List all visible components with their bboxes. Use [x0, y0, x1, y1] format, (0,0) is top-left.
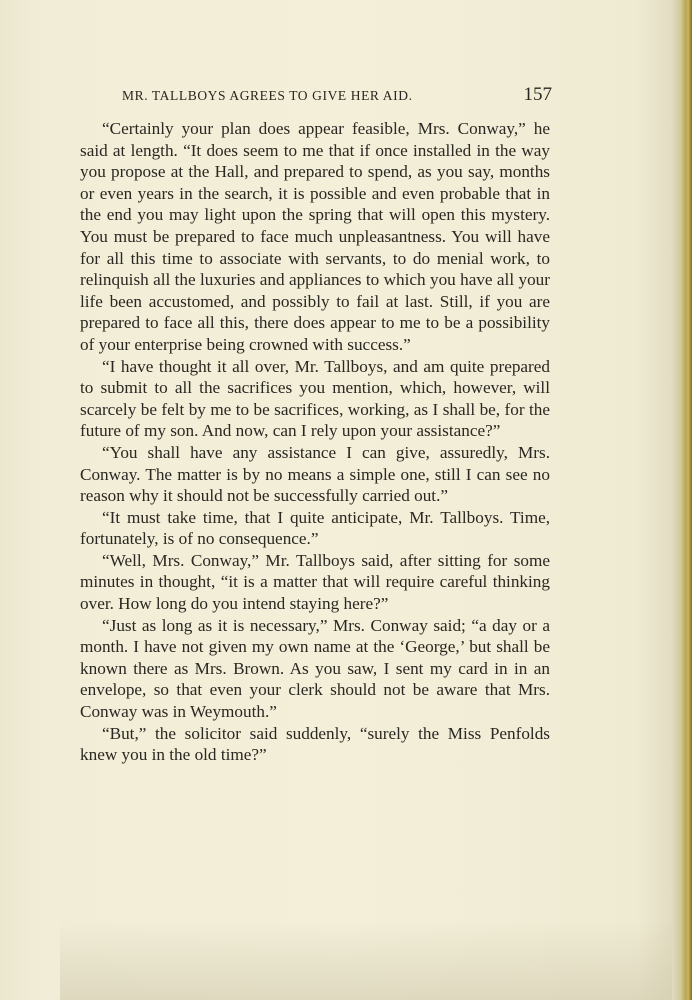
running-head: MR. TALLBOYS AGREES TO GIVE HER AID.	[122, 88, 413, 103]
paragraph: “Well, Mrs. Conway,” Mr. Tallboys said, after sitting for some minutes in thought, “it is a matter that will require careful thinking over. How long do you intend staying here?”	[80, 550, 550, 614]
body-text	[80, 118, 550, 766]
page-header	[122, 84, 552, 106]
paragraph: “But,” the solicitor said suddenly, “surely the Miss Penfolds knew you in the old time?”	[80, 723, 550, 765]
paragraph: “Just as long as it is necessary,” Mrs. Conway said; “a day or a month. I have not given my own name at the ‘George,’ but shall be known there as Mrs. Brown. As you saw, I sent my card in in an envelope, so that even your clerk should not be aware that Mrs. Conway was in Weymouth.”	[80, 615, 550, 722]
paragraph: “You shall have any assistance I can give, assuredly, Mrs. Conway. The matter is by no means a simple one, still I can see no reason why it should not be successfully carried out.”	[80, 442, 550, 506]
page-shadow	[60, 920, 672, 1000]
paragraph: “I have thought it all over, Mr. Tallboys, and am quite prepared to submit to all the sacrifices you mention, which, however, will scarcely be felt by me to be sacrifices, working, as I shall be, for the future of my son. And now, can I rely upon your assistance?”	[80, 356, 550, 441]
page-edge	[680, 0, 692, 1000]
paragraph: “It must take time, that I quite anticipate, Mr. Tallboys. Time, fortunately, is of no consequence.”	[80, 507, 550, 549]
paragraph: “Certainly your plan does appear feasible, Mrs. Conway,” he said at length. “It does seem to me that if once installed in the way you propose at the Hall, and prepared to spend, as you say, months or even years in the search, it is possible and even probable that in the end you may light upon the spring that will open this mystery. You must be prepared to face much unpleasantness. You will have for all this time to associate with servants, to do menial work, to relinquish all the luxuries and appliances to which you have all your life been accustomed, and possibly to fail at last. Still, if you are prepared to face all this, there does appear to me to be a possibility of your enterprise being crowned with success.”	[80, 119, 550, 354]
page-number: 157	[523, 84, 552, 105]
